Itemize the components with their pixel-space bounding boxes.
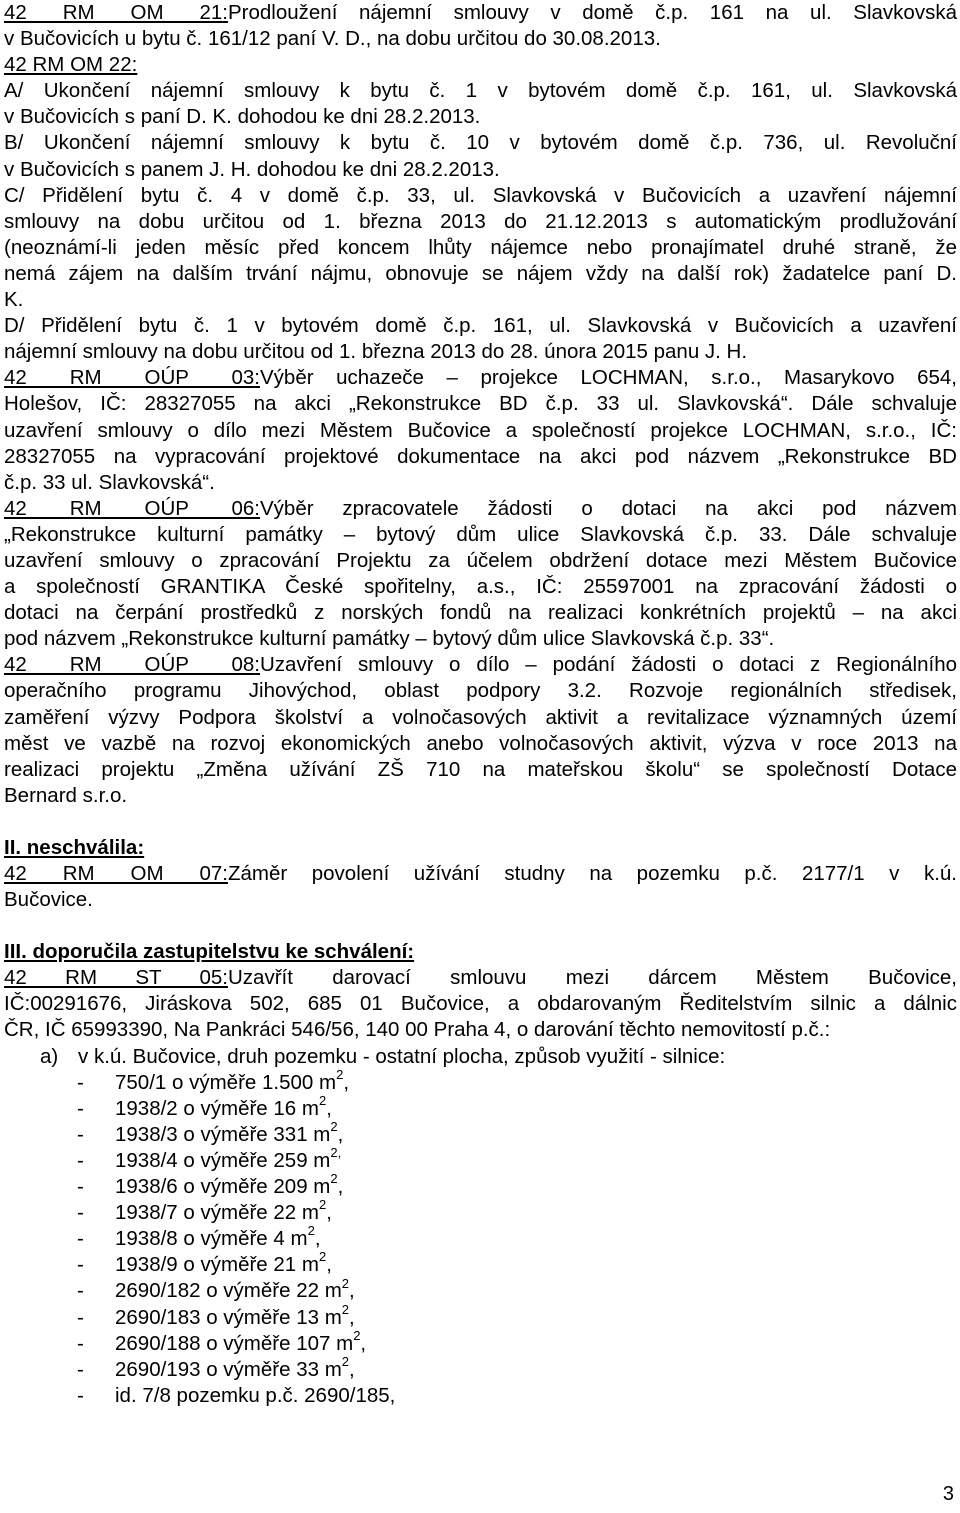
oup08-line-5: realizaci projektu „Změna užívání ZŠ 710 na mateřskou školu“ se společností Dotace [4, 757, 957, 781]
oup03-text-1: Výběr uchazeče – projekce LOCHMAN, s.r.o., Masarykovo 654, [260, 366, 957, 390]
om22-line-8: nemá zájem na dalším trvání nájmu, obnovuje se nájem vždy na další rok) žadatelce paní D. [4, 261, 957, 285]
parcel-unit-exponent: 2 [341, 1353, 350, 1369]
om22-line-4: v Bučovicích s panem J. H. dohodou ke dni 28.2.2013. [4, 157, 500, 181]
section-iii-heading-line [4, 939, 957, 965]
parcel-list-item [4, 1171, 957, 1200]
parcel-unit-exponent: 2 [341, 1301, 350, 1317]
page-number: 3 [942, 1483, 954, 1505]
list-dash: - [77, 1096, 84, 1120]
parcel-text: 2690/183 o výměře 13 m [115, 1305, 342, 1329]
parcel-text: 1938/8 o výměře 4 m [115, 1227, 308, 1251]
parcel-unit-exponent: 2 [341, 1275, 350, 1291]
parcel-unit-exponent: 2 [318, 1249, 327, 1265]
section-ii-heading: II. neschválila: [4, 835, 145, 859]
oup08-line-4: měst ve vazbě na rozvoj ekonomických anebo volnočasových aktivit, výzva v roce 2013 na [4, 731, 957, 755]
list-dash: - [77, 1070, 84, 1094]
parcel-unit-exponent: 2 [330, 1119, 338, 1135]
oup03-line-1 [4, 365, 957, 391]
om07-text-1: Záměr povolení užívání studny na pozemku p.č. 2177/1 v k.ú. [228, 862, 957, 885]
spacer [4, 913, 957, 939]
om22-line-10: D/ Přidělení bytu č. 1 v bytovém domě č.p. 161, ul. Slavkovská v Bučovicích a uzavření [4, 314, 957, 338]
parcel-list-item [4, 1275, 957, 1304]
parcel-tail: , [343, 1070, 350, 1094]
parcel-list-item [4, 1383, 957, 1409]
oup03-line-3: uzavření smlouvy o dílo mezi Městem Bučovice a společností projekce LOCHMAN, s.r.o., IČ: [4, 418, 957, 442]
sub-a-text: v k.ú. Bučovice, druh pozemku - ostatní plocha, způsob využití - silnice: [78, 1044, 726, 1068]
om07-line-1 [4, 861, 957, 887]
list-dash: - [77, 1331, 84, 1355]
oup08-line-3: zaměření výzvy Podpora školství a volnočasových aktivit a revitalizace významných území [4, 705, 957, 729]
parcel-text: 2690/193 o výměře 33 m [115, 1357, 342, 1381]
list-dash: - [77, 1305, 84, 1329]
om07-line-2: Bučovice. [4, 888, 93, 912]
parcel-text: 2690/188 o výměře 107 m [115, 1331, 354, 1355]
parcel-tail: , [360, 1331, 367, 1355]
parcel-text: 1938/7 o výměře 22 m [115, 1201, 319, 1225]
parcel-tail: , [314, 1227, 321, 1251]
parcel-tail: , [349, 1305, 355, 1329]
parcel-unit-exponent: 2, [330, 1145, 342, 1161]
parcel-list-item [4, 1092, 957, 1122]
oup06-line-3: uzavření smlouvy o zpracování Projektu za účelem obdržení dotace mezi Městem Bučovice [4, 548, 957, 572]
oup03-line-4: 28327055 na vypracování projektové dokumentace na akci pod názvem „Rekonstrukce BD [4, 444, 957, 468]
parcel-list-item [4, 1145, 957, 1174]
parcel-text: 1938/6 o výměře 209 m [115, 1175, 331, 1199]
parcel-list-item [4, 1301, 957, 1331]
oup03-code: 42 RM OÚP 03: [4, 366, 260, 390]
om21-line-1 [4, 0, 957, 26]
oup06-line-4: a společností GRANTIKA České spořitelny, a.s., IČ: 25597001 na zpracování žádosti o [4, 575, 957, 599]
list-dash: - [77, 1175, 84, 1199]
parcel-list [4, 1066, 957, 1409]
om21-code: 42 RM OM 21: [4, 1, 228, 24]
parcel-list-item [4, 1353, 957, 1383]
sub-a-label: a) [40, 1044, 59, 1068]
om22-code: 42 RM OM 22: [4, 53, 138, 77]
om22-line-5: C/ Přidělení bytu č. 4 v domě č.p. 33, ul. Slavkovská v Bučovicích a uzavření nájemní [4, 183, 957, 207]
parcel-text: 2690/182 o výměře 22 m [115, 1279, 342, 1303]
parcel-unit-exponent: 2 [318, 1092, 327, 1108]
om22-line-11: nájemní smlouvy na dobu určitou od 1. března 2013 do 28. února 2015 panu J. H. [4, 340, 748, 364]
st05-code: 42 RM ST 05: [4, 966, 228, 990]
parcel-unit-exponent: 2 [353, 1327, 361, 1343]
om21-line-2: v Bučovicích u bytu č. 161/12 paní V. D., na dobu určitou do 30.08.2013. [4, 27, 661, 51]
oup06-line-2: „Rekonstrukce kulturní památky – bytový dům ulice Slavkovská č.p. 33. Dále schvaluje [4, 522, 957, 546]
oup08-code: 42 RM OÚP 08: [4, 653, 260, 677]
st05-line-1 [4, 965, 957, 991]
section-iii-heading: III. doporučila zastupitelstvu ke schválení: [4, 940, 415, 964]
oup06-line-1 [4, 496, 957, 522]
om22-code-line [4, 52, 957, 78]
om07-code: 42 RM OM 07: [4, 862, 228, 885]
list-dash: - [77, 1201, 84, 1225]
om22-line-3: B/ Ukončení nájemní smlouvy k bytu č. 10 v bytovém domě č.p. 736, ul. Revoluční [4, 131, 957, 155]
st05-text-1: Uzavřít darovací smlouvu mezi dárcem Městem Bučovice, [228, 966, 957, 990]
parcel-text: 750/1 o výměře 1.500 m [115, 1070, 337, 1094]
oup06-line-5: dotaci na čerpání prostředků z norských fondů na realizaci konkrétních projektů – na akci [4, 601, 957, 625]
parcel-unit-exponent: 2 [330, 1171, 338, 1187]
parcel-list-item [4, 1066, 957, 1096]
list-dash: - [77, 1253, 84, 1277]
parcel-list-item [4, 1327, 957, 1357]
om22-line-9: K. [4, 288, 24, 312]
parcel-list-item [4, 1249, 957, 1278]
parcel-tail: , [349, 1279, 355, 1303]
parcel-tail: , [326, 1096, 332, 1120]
parcel-list-item [4, 1119, 957, 1148]
oup03-line-5: č.p. 33 ul. Slavkovská“. [4, 470, 215, 494]
list-dash: - [77, 1357, 84, 1381]
oup08-line-6: Bernard s.r.o. [4, 783, 128, 807]
parcel-unit-exponent: 2 [318, 1197, 327, 1213]
st05-sub-a [4, 1044, 957, 1070]
oup06-text-1: Výběr zpracovatele žádosti o dotaci na akci pod názvem [260, 496, 957, 520]
list-dash: - [77, 1227, 84, 1251]
oup06-code: 42 RM OÚP 06: [4, 496, 260, 520]
oup03-line-2: Holešov, IČ: 28327055 na akci „Rekonstrukce BD č.p. 33 ul. Slavkovská“. Dále schvaluje [4, 392, 957, 416]
parcel-text: 1938/3 o výměře 331 m [115, 1122, 331, 1146]
parcel-tail: , [349, 1357, 355, 1381]
oup08-text-1: Uzavření smlouvy o dílo – podání žádosti o dotaci z Regionálního [260, 653, 957, 677]
om22-line-6: smlouvy na dobu určitou od 1. března 2013 do 21.12.2013 s automatickým prodlužování [4, 209, 957, 233]
parcel-text: 1938/4 o výměře 259 m [115, 1148, 331, 1172]
oup06-line-6: pod názvem „Rekonstrukce kulturní památky – bytový dům ulice Slavkovská č.p. 33“. [4, 627, 775, 651]
document-page [4, 0, 957, 1409]
om21-text-1: Prodloužení nájemní smlouvy v domě č.p. 161 na ul. Slavkovská [228, 1, 957, 24]
parcel-text: 1938/2 o výměře 16 m [115, 1096, 319, 1120]
parcel-tail: , [337, 1122, 344, 1146]
section-ii-heading-line [4, 835, 957, 861]
list-dash: - [77, 1383, 84, 1407]
list-dash: - [77, 1148, 84, 1172]
om22-line-2: v Bučovicích s paní D. K. dohodou ke dni 28.2.2013. [4, 105, 481, 129]
oup08-line-2: operačního programu Jihovýchod, oblast podpory 3.2. Rozvoje regionálních středisek, [4, 679, 957, 703]
st05-line-3: ČR, IČ 65993390, Na Pankráci 546/56, 140 00 Praha 4, o darování těchto nemovitostí p.č.: [4, 1018, 831, 1042]
spacer [4, 809, 957, 835]
oup08-line-1 [4, 652, 957, 678]
parcel-text: 1938/9 o výměře 21 m [115, 1253, 319, 1277]
parcel-list-item [4, 1223, 957, 1252]
parcel-unit-exponent: 2 [336, 1066, 344, 1082]
om22-line-7: (neoznámí-li jeden měsíc před koncem lhůty nájemce nebo pronajímatel druhé straně, že [4, 235, 957, 259]
om22-line-1: A/ Ukončení nájemní smlouvy k bytu č. 1 v bytovém domě č.p. 161, ul. Slavkovská [4, 79, 957, 103]
parcel-tail: , [337, 1175, 344, 1199]
parcel-list-item [4, 1197, 957, 1226]
list-dash: - [77, 1279, 84, 1303]
parcel-tail: , [326, 1253, 332, 1277]
list-dash: - [77, 1122, 84, 1146]
parcel-unit-exponent: 2 [307, 1223, 315, 1239]
st05-line-2: IČ:00291676, Jiráskova 502, 685 01 Bučovice, a obdarovaným Ředitelstvím silnic a dálnic [4, 992, 957, 1016]
parcel-text: id. 7/8 pozemku p.č. 2690/185, [115, 1383, 396, 1407]
parcel-tail: , [326, 1201, 332, 1225]
